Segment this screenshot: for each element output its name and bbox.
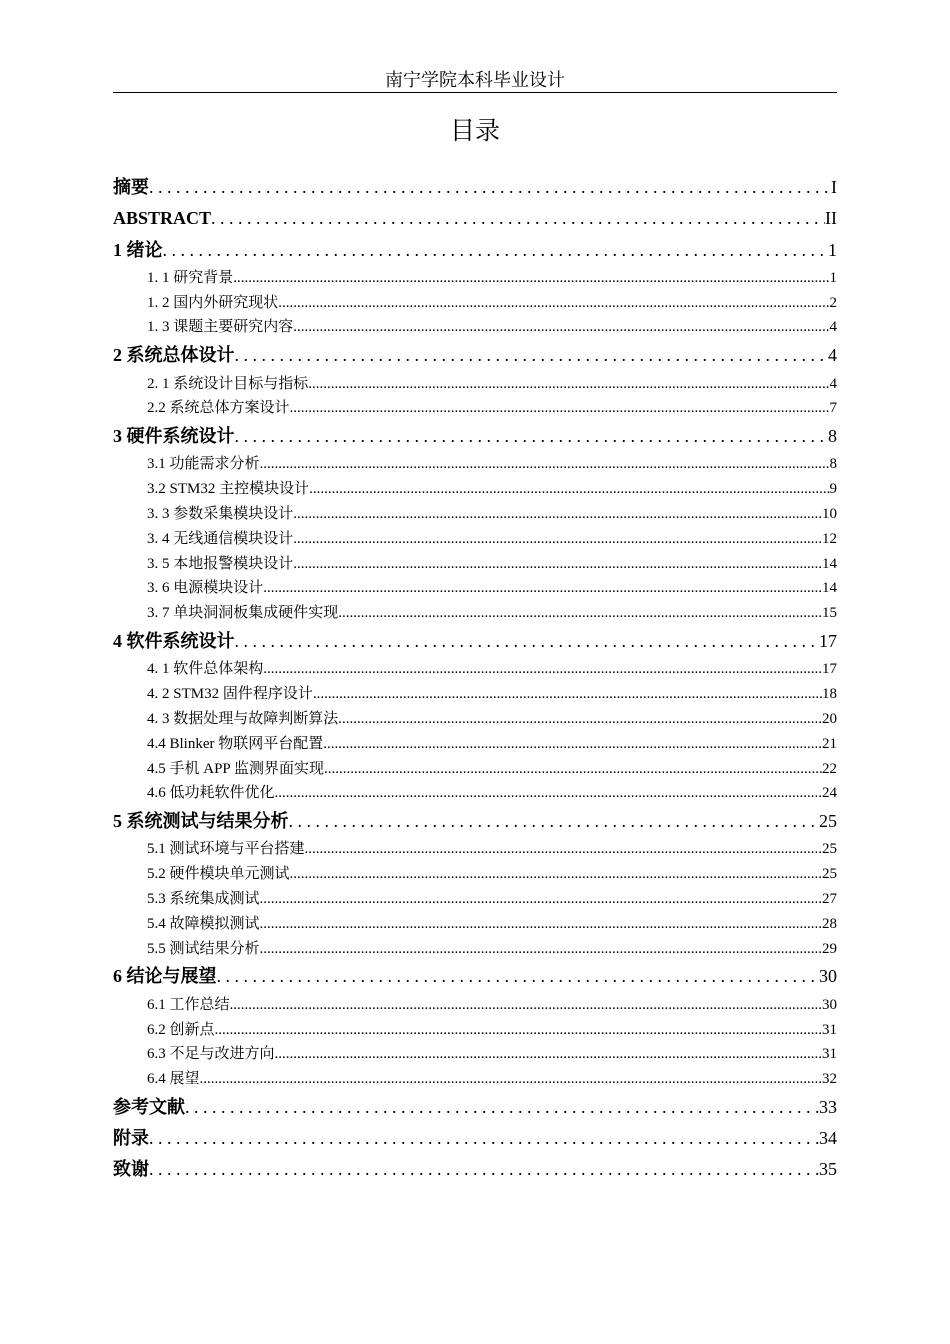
- toc-entry-label: 2. 1 系统设计目标与指标: [147, 375, 309, 392]
- toc-entry-page: 12: [822, 530, 837, 547]
- toc-entry-page: 33: [819, 1096, 837, 1117]
- toc-entry-label: 3.1 功能需求分析: [147, 456, 260, 473]
- toc-section-entry[interactable]: [113, 372, 837, 397]
- toc-entry-page: 27: [822, 891, 837, 908]
- toc-entry-label: 摘要: [113, 177, 149, 197]
- toc-entry-label: 4. 3 数据处理与故障判断算法: [147, 710, 339, 727]
- toc-leader-dots: [149, 1154, 819, 1185]
- toc-title: 目录: [449, 116, 500, 145]
- toc-chapter-entry[interactable]: [113, 1092, 837, 1123]
- toc-entry-label: 1. 3 课题主要研究内容: [147, 319, 294, 336]
- toc-entry-label: 2 系统总体设计: [113, 345, 235, 366]
- toc-entry-label: 6.4 展望: [147, 1071, 200, 1088]
- toc-leader-dots: [289, 806, 820, 837]
- toc-section-entry[interactable]: [113, 396, 837, 421]
- toc-entry-page: 18: [822, 686, 837, 703]
- toc-leader-dots: [275, 1042, 822, 1067]
- toc-leader-dots: [235, 340, 829, 371]
- toc-section-entry[interactable]: [113, 707, 837, 732]
- toc-section-entry[interactable]: [113, 502, 837, 527]
- toc-chapter-entry[interactable]: [113, 1123, 837, 1154]
- toc-section-entry[interactable]: [113, 732, 837, 757]
- toc-entry-label: 3. 7 单块洞洞板集成硬件实现: [147, 605, 339, 622]
- toc-leader-dots: [200, 1067, 822, 1092]
- toc-entry-page: 17: [819, 631, 837, 652]
- toc-leader-dots: [149, 1123, 819, 1154]
- toc-entry-label: 6.2 创新点: [147, 1021, 215, 1038]
- toc-section-entry[interactable]: [113, 781, 837, 806]
- toc-entry-page: I: [831, 177, 837, 197]
- toc-entry-page: 31: [822, 1046, 837, 1063]
- toc-section-entry[interactable]: [113, 315, 837, 340]
- toc-section-entry[interactable]: [113, 477, 837, 502]
- toc-entry-label: 5.5 测试结果分析: [147, 940, 260, 957]
- toc-entry-label: 4.4 Blinker 物联网平台配置: [147, 735, 324, 752]
- toc-entry-page: 14: [822, 555, 837, 572]
- toc-leader-dots: [260, 887, 822, 912]
- toc-entry-page: 35: [819, 1159, 837, 1180]
- toc-entry-page: 20: [822, 710, 837, 727]
- toc-entry-page: 7: [829, 400, 837, 417]
- toc-entry-label: 5.3 系统集成测试: [147, 891, 260, 908]
- toc-entry-label: ABSTRACT: [113, 208, 212, 229]
- toc-entry-page: 1: [829, 269, 837, 286]
- toc-entry-page: 25: [822, 841, 837, 858]
- toc-section-entry[interactable]: [113, 862, 837, 887]
- toc-leader-dots: [235, 421, 829, 452]
- toc-entry-page: 21: [822, 735, 837, 752]
- toc-entry-label: 5 系统测试与结果分析: [113, 811, 289, 832]
- toc-leader-dots: [217, 961, 820, 992]
- toc-entry-label: 3.2 STM32 主控模块设计: [147, 481, 310, 498]
- toc-entry-page: II: [825, 208, 837, 229]
- toc-leader-dots: [313, 682, 822, 707]
- toc-section-entry[interactable]: [113, 452, 837, 477]
- toc-entry-page: 9: [829, 481, 837, 498]
- toc-entry-page: 4: [829, 319, 837, 336]
- toc-entry-label: 3. 6 电源模块设计: [147, 580, 264, 597]
- toc-leader-dots: [323, 732, 822, 757]
- toc-entry-page: 8: [829, 456, 837, 473]
- toc-section-entry[interactable]: [113, 552, 837, 577]
- toc-chapter-entry[interactable]: [113, 421, 837, 452]
- toc-entry-page: 34: [819, 1128, 837, 1149]
- toc-entry-page: 31: [822, 1021, 837, 1038]
- toc-leader-dots: [263, 657, 822, 682]
- toc-leader-dots: [211, 203, 825, 234]
- toc-section-entry[interactable]: [113, 576, 837, 601]
- toc-entry-label: 6 结论与展望: [113, 966, 217, 987]
- toc-leader-dots: [260, 937, 822, 962]
- toc-leader-dots: [275, 781, 822, 806]
- toc-leader-dots: [308, 372, 829, 397]
- toc-entry-label: 5.1 测试环境与平台搭建: [147, 841, 305, 858]
- toc-chapter-entry[interactable]: [113, 203, 837, 234]
- toc-section-entry[interactable]: [113, 993, 837, 1018]
- toc-entry-page: 28: [822, 915, 837, 932]
- toc-leader-dots: [278, 291, 829, 316]
- toc-entry-page: 10: [822, 506, 837, 523]
- toc-entry-page: 32: [822, 1071, 837, 1088]
- page-header: 南宁学院本科毕业设计: [113, 68, 837, 93]
- toc-section-entry[interactable]: [113, 912, 837, 937]
- toc-section-entry[interactable]: [113, 757, 837, 782]
- toc-leader-dots: [293, 315, 829, 340]
- toc-entry-label: 4 软件系统设计: [113, 631, 235, 652]
- toc-leader-dots: [293, 527, 822, 552]
- toc-entry-label: 1. 2 国内外研究现状: [147, 294, 279, 311]
- toc-entry-label: 1. 1 研究背景: [147, 269, 234, 286]
- toc-leader-dots: [305, 837, 822, 862]
- toc-entry-page: 4: [828, 345, 837, 366]
- toc-entry-page: 30: [819, 966, 837, 987]
- toc-entry-label: 附录: [113, 1128, 149, 1149]
- toc-leader-dots: [149, 172, 831, 203]
- toc-entry-label: 4.5 手机 APP 监测界面实现: [147, 760, 324, 777]
- toc-entry-page: 17: [822, 661, 837, 678]
- toc-entry-page: 25: [819, 811, 837, 832]
- toc-leader-dots: [293, 552, 822, 577]
- toc-leader-dots: [309, 477, 829, 502]
- toc-leader-dots: [290, 862, 822, 887]
- toc-section-entry[interactable]: [113, 1067, 837, 1092]
- toc-entry-page: 8: [828, 426, 837, 447]
- toc-entry-label: 6.1 工作总结: [147, 996, 230, 1013]
- toc-entry-label: 2.2 系统总体方案设计: [147, 400, 290, 417]
- toc-entry-page: 30: [822, 996, 837, 1013]
- toc-chapter-entry[interactable]: [113, 235, 837, 266]
- toc-leader-dots: [260, 452, 830, 477]
- toc-chapter-entry[interactable]: [113, 172, 837, 203]
- toc-entry-label: 3. 3 参数采集模块设计: [147, 506, 294, 523]
- toc-entry-label: 参考文献: [113, 1096, 185, 1117]
- toc-entry-label: 3. 5 本地报警模块设计: [147, 555, 294, 572]
- toc-leader-dots: [260, 912, 822, 937]
- toc-entry-label: 5.2 硬件模块单元测试: [147, 866, 290, 883]
- toc-entry-label: 3. 4 无线通信模块设计: [147, 530, 294, 547]
- toc-leader-dots: [233, 266, 829, 291]
- toc-section-entry[interactable]: [113, 266, 837, 291]
- toc-chapter-entry[interactable]: [113, 1154, 837, 1185]
- toc-section-entry[interactable]: [113, 937, 837, 962]
- toc-section-entry[interactable]: [113, 682, 837, 707]
- toc-entry-page: 25: [822, 866, 837, 883]
- toc-entry-label: 5.4 故障模拟测试: [147, 915, 260, 932]
- toc-entry-page: 2: [829, 294, 837, 311]
- toc-section-entry[interactable]: [113, 1018, 837, 1043]
- toc-leader-dots: [338, 601, 822, 626]
- toc-section-entry[interactable]: [113, 837, 837, 862]
- table-of-contents: [113, 172, 837, 1186]
- toc-leader-dots: [163, 235, 829, 266]
- toc-entry-page: 29: [822, 940, 837, 957]
- toc-entry-label: 4. 2 STM32 固件程序设计: [147, 686, 313, 703]
- toc-leader-dots: [185, 1092, 819, 1123]
- toc-entry-page: 4: [829, 375, 837, 392]
- toc-leader-dots: [324, 757, 822, 782]
- toc-section-entry[interactable]: [113, 291, 837, 316]
- toc-entry-label: 4.6 低功耗软件优化: [147, 785, 275, 802]
- toc-entry-page: 22: [822, 760, 837, 777]
- toc-section-entry[interactable]: [113, 657, 837, 682]
- toc-chapter-entry[interactable]: [113, 806, 837, 837]
- toc-section-entry[interactable]: [113, 601, 837, 626]
- toc-leader-dots: [215, 1018, 822, 1043]
- toc-leader-dots: [338, 707, 822, 732]
- toc-entry-page: 1: [828, 239, 837, 260]
- toc-section-entry[interactable]: [113, 527, 837, 552]
- toc-entry-page: 14: [822, 580, 837, 597]
- toc-entry-label: 致谢: [113, 1159, 149, 1180]
- toc-entry-label: 6.3 不足与改进方向: [147, 1046, 275, 1063]
- toc-leader-dots: [293, 502, 822, 527]
- toc-section-entry[interactable]: [113, 1042, 837, 1067]
- toc-section-entry[interactable]: [113, 887, 837, 912]
- toc-leader-dots: [230, 993, 822, 1018]
- toc-leader-dots: [290, 396, 830, 421]
- toc-entry-label: 1 绪论: [113, 239, 163, 260]
- toc-entry-label: 4. 1 软件总体架构: [147, 661, 264, 678]
- toc-entry-page: 15: [822, 605, 837, 622]
- toc-entry-label: 3 硬件系统设计: [113, 426, 235, 447]
- toc-leader-dots: [235, 626, 820, 657]
- toc-leader-dots: [263, 576, 822, 601]
- toc-chapter-entry[interactable]: [113, 626, 837, 657]
- toc-chapter-entry[interactable]: [113, 340, 837, 371]
- toc-chapter-entry[interactable]: [113, 961, 837, 992]
- toc-entry-page: 24: [822, 785, 837, 802]
